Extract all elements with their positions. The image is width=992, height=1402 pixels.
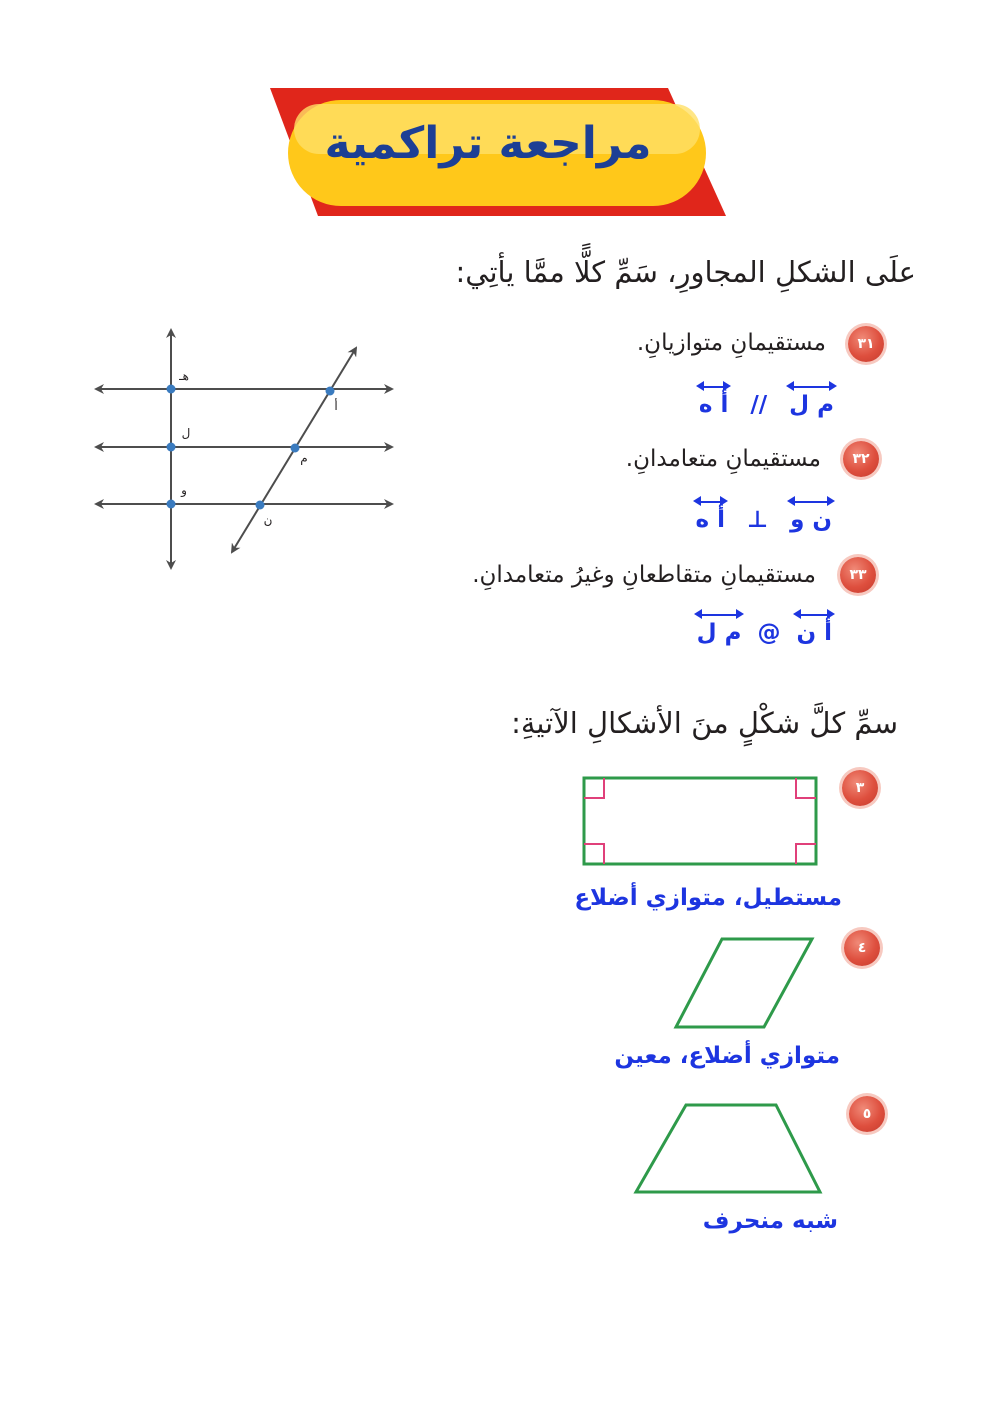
intersect-symbol: @ bbox=[757, 620, 781, 646]
section1-heading: علَى الشكلِ المجاورِ، سَمِّ كلًّا ممَّا يأتِي: bbox=[455, 255, 916, 289]
shape-5-badge: ٥ bbox=[849, 1096, 885, 1132]
right-angle-mark bbox=[796, 844, 816, 864]
label-m: م bbox=[300, 451, 308, 465]
question-31-text: مستقيمانِ متوازيانِ. bbox=[636, 330, 826, 356]
label-n: ن bbox=[263, 513, 273, 527]
point-n bbox=[256, 501, 265, 510]
label-l: ل bbox=[181, 426, 191, 440]
question-33-text: مستقيمانِ متقاطعانِ وغيرُ متعامدانِ. bbox=[472, 562, 816, 588]
question-32-badge: ٣٢ bbox=[843, 441, 879, 477]
trapezoid-shape bbox=[630, 1100, 826, 1196]
shape-3-answer: مستطيل، متوازي أضلاع bbox=[574, 885, 842, 911]
answer-line-ml: م ل bbox=[789, 382, 834, 418]
answer-line-ml-2: م ل bbox=[697, 610, 742, 646]
answer-line-an: أ ن bbox=[796, 610, 832, 646]
shape-3-badge: ٣ bbox=[842, 770, 878, 806]
point-a bbox=[326, 387, 335, 396]
point-m bbox=[291, 444, 300, 453]
rectangle-shape bbox=[578, 772, 822, 868]
parallel-symbol: // bbox=[750, 392, 768, 418]
label-w: و bbox=[181, 483, 187, 497]
question-31-badge: ٣١ bbox=[848, 326, 884, 362]
question-33-badge: ٣٣ bbox=[840, 557, 876, 593]
answer-line-ah-2: أ ه bbox=[696, 497, 725, 533]
right-angle-mark bbox=[584, 778, 604, 798]
label-h: هـ bbox=[179, 369, 189, 383]
rhombus-shape bbox=[670, 934, 820, 1032]
shape-5-answer: شبه منحرف bbox=[702, 1208, 838, 1234]
right-angle-mark bbox=[796, 778, 816, 798]
title-banner bbox=[268, 86, 728, 218]
shape-4-badge: ٤ bbox=[844, 930, 880, 966]
point-l bbox=[167, 443, 176, 452]
page-title: مراجعة تراكمية bbox=[324, 118, 652, 169]
shape-4-answer: متوازي أضلاع، معين bbox=[614, 1043, 840, 1069]
lines-figure bbox=[88, 322, 400, 576]
right-angle-mark bbox=[584, 844, 604, 864]
question-31-answer bbox=[695, 382, 838, 418]
question-32-text: مستقيمانِ متعامدانِ. bbox=[625, 446, 821, 472]
label-a: أ bbox=[334, 399, 338, 413]
perpendicular-symbol: ⊥ bbox=[747, 507, 769, 533]
answer-line-ah: أ ه bbox=[699, 382, 728, 418]
point-h bbox=[167, 385, 176, 394]
question-32-answer bbox=[692, 497, 836, 533]
question-33-answer bbox=[693, 610, 836, 646]
section2-heading: سمِّ كلَّ شكْلٍ منَ الأشكالِ الآتيةِ: bbox=[511, 706, 898, 740]
answer-line-nw: ن و bbox=[790, 497, 832, 533]
point-w bbox=[167, 500, 176, 509]
